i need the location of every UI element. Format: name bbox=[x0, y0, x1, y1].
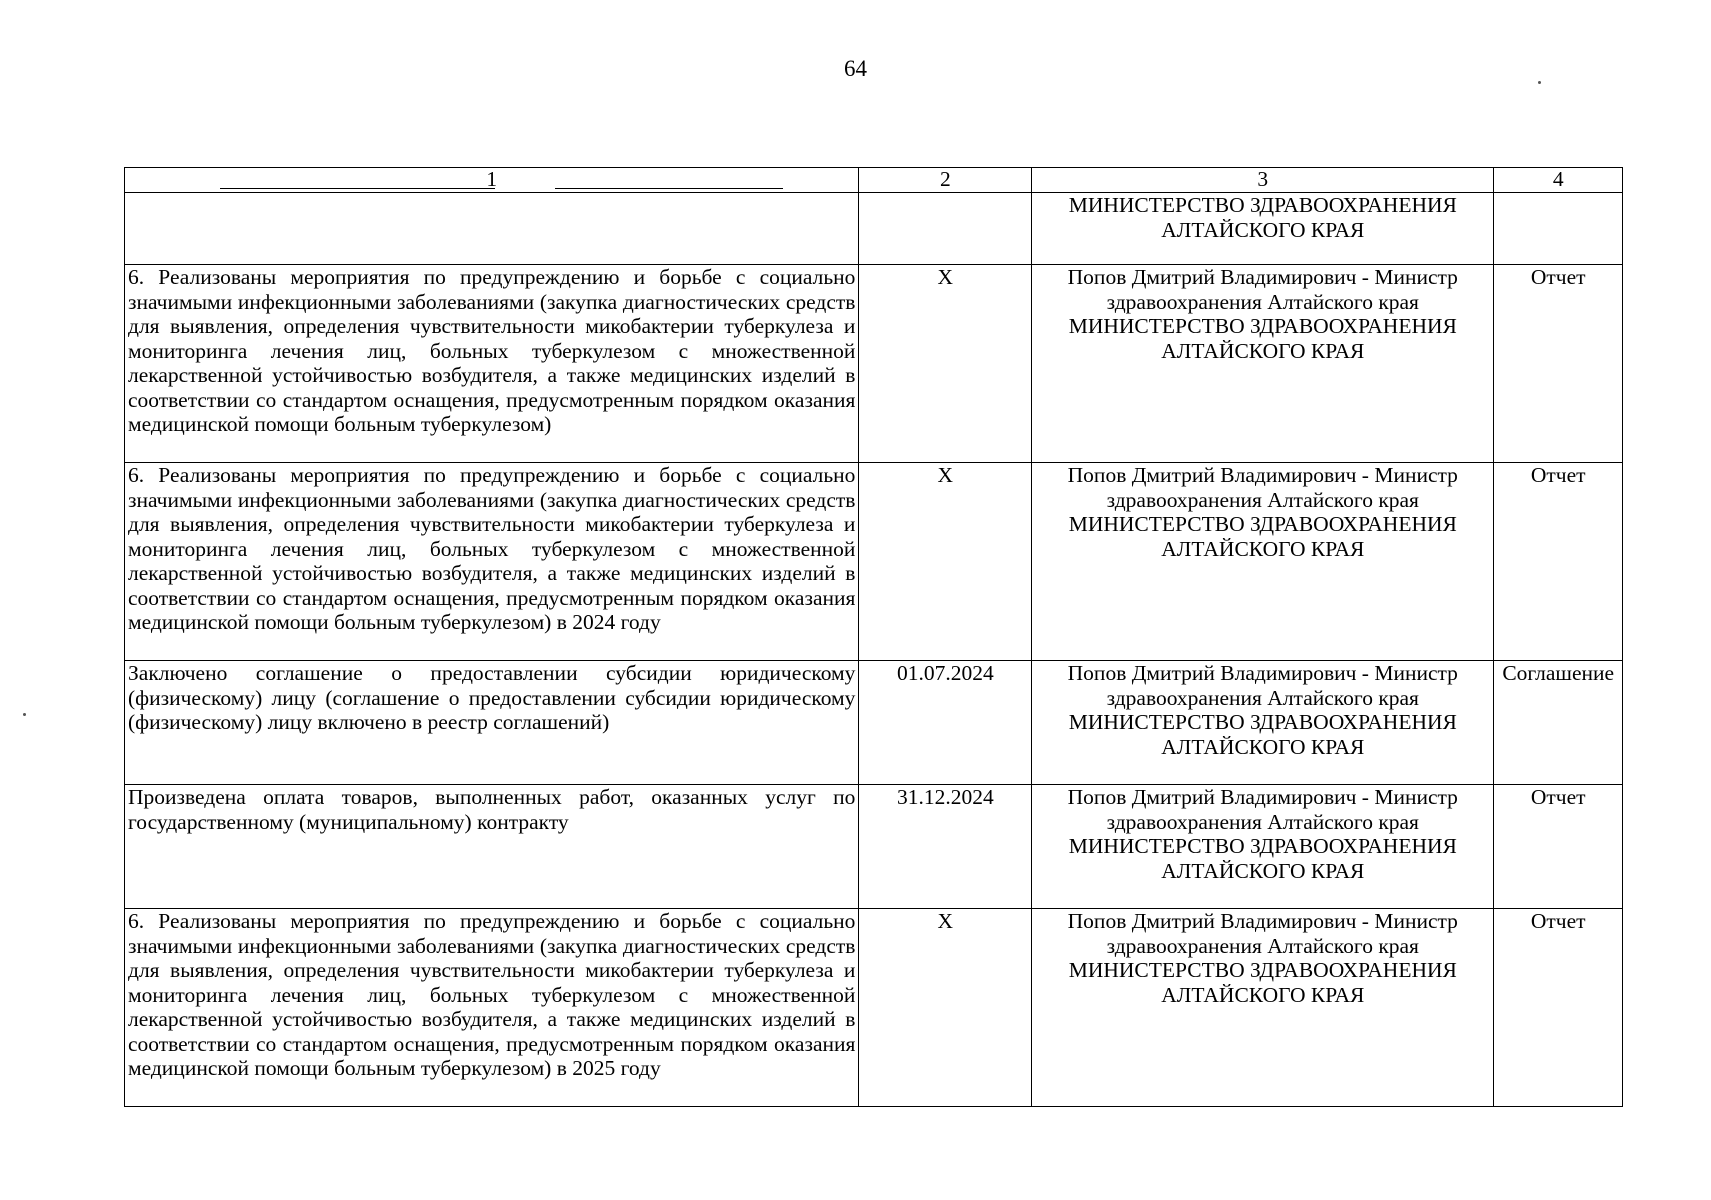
page-number: 64 bbox=[844, 56, 867, 81]
responsible-cell bbox=[1032, 661, 1494, 785]
responsible-cell bbox=[1032, 909, 1494, 1107]
event-description-cell: Произведена оплата товаров, выполненных работ, оказанных услуг по государственному (муниципальному) контракту bbox=[125, 785, 859, 909]
responsible-cell bbox=[1032, 265, 1494, 463]
document-type-cell: Отчет bbox=[1494, 785, 1623, 909]
header-cell-2: 2 bbox=[859, 168, 1032, 193]
deadline-cell: X bbox=[859, 265, 1032, 463]
deadline-cell: 01.07.2024 bbox=[859, 661, 1032, 785]
responsible-person: Попов Дмитрий Владимирович - Министр здравоохранения Алтайского края bbox=[1067, 265, 1458, 314]
responsible-org: МИНИСТЕРСТВО ЗДРАВООХРАНЕНИЯ АЛТАЙСКОГО КРАЯ bbox=[1068, 834, 1457, 883]
responsible-org: МИНИСТЕРСТВО ЗДРАВООХРАНЕНИЯ АЛТАЙСКОГО КРАЯ bbox=[1068, 512, 1457, 561]
document-type-cell: Отчет bbox=[1494, 265, 1623, 463]
event-description-cell: 6. Реализованы мероприятия по предупреждению и борьбе с социально значимыми инфекционными заболеваниями (закупка диагностических средств для выявления, определения чувствительности микобактерии туберкулеза и мониторинга лечения лиц, больных туберкулезом с множественной лекарственной устойчивостью возбудителя, а также медицинских изделий в соответствии со стандартом оснащения, предусмотренным порядком оказания медицинской помощи больным туберкулезом) bbox=[125, 265, 859, 463]
table-row bbox=[125, 463, 1623, 661]
event-description-cell: 6. Реализованы мероприятия по предупреждению и борьбе с социально значимыми инфекционными заболеваниями (закупка диагностических средств для выявления, определения чувствительности микобактерии туберкулеза и мониторинга лечения лиц, больных туберкулезом с множественной лекарственной устойчивостью возбудителя, а также медицинских изделий в соответствии со стандартом оснащения, предусмотренным порядком оказания медицинской помощи больным туберкулезом) в 2025 году bbox=[125, 909, 859, 1107]
responsible-org: МИНИСТЕРСТВО ЗДРАВООХРАНЕНИЯ АЛТАЙСКОГО КРАЯ bbox=[1068, 710, 1457, 759]
header-cell-1 bbox=[125, 168, 859, 193]
responsible-person: Попов Дмитрий Владимирович - Министр здравоохранения Алтайского края bbox=[1067, 661, 1458, 710]
deadline-cell bbox=[859, 193, 1032, 265]
document-type-cell bbox=[1494, 193, 1623, 265]
deadline-cell: X bbox=[859, 909, 1032, 1107]
deadline-cell: 31.12.2024 bbox=[859, 785, 1032, 909]
table-row bbox=[125, 909, 1623, 1107]
document-type-cell: Отчет bbox=[1494, 463, 1623, 661]
scan-speck bbox=[23, 713, 26, 716]
event-description-cell: Заключено соглашение о предоставлении субсидии юридическому (физическому) лицу (соглашение о предоставлении субсидии юридическому (физическому) лицу включено в реестр соглашений) bbox=[125, 661, 859, 785]
responsible-person: Попов Дмитрий Владимирович - Министр здравоохранения Алтайского края bbox=[1067, 909, 1458, 958]
document-type-cell: Соглашение bbox=[1494, 661, 1623, 785]
event-description-cell bbox=[125, 193, 859, 265]
responsible-cell bbox=[1032, 193, 1494, 265]
table-header-row bbox=[125, 168, 1623, 193]
table-row bbox=[125, 785, 1623, 909]
table-row bbox=[125, 265, 1623, 463]
document-table bbox=[124, 167, 1623, 1107]
responsible-person: Попов Дмитрий Владимирович - Министр здравоохранения Алтайского края bbox=[1067, 463, 1458, 512]
responsible-person: Попов Дмитрий Владимирович - Министр здравоохранения Алтайского края bbox=[1067, 785, 1458, 834]
deadline-cell: X bbox=[859, 463, 1032, 661]
document-type-cell: Отчет bbox=[1494, 909, 1623, 1107]
responsible-cell bbox=[1032, 463, 1494, 661]
responsible-cell bbox=[1032, 785, 1494, 909]
event-description-cell: 6. Реализованы мероприятия по предупреждению и борьбе с социально значимыми инфекционными заболеваниями (закупка диагностических средств для выявления, определения чувствительности микобактерии туберкулеза и мониторинга лечения лиц, больных туберкулезом с множественной лекарственной устойчивостью возбудителя, а также медицинских изделий в соответствии со стандартом оснащения, предусмотренным порядком оказания медицинской помощи больным туберкулезом) в 2024 году bbox=[125, 463, 859, 661]
table-row bbox=[125, 661, 1623, 785]
header-rule bbox=[220, 188, 495, 189]
responsible-org: МИНИСТЕРСТВО ЗДРАВООХРАНЕНИЯ АЛТАЙСКОГО КРАЯ bbox=[1068, 314, 1457, 363]
header-label: 1 bbox=[486, 167, 498, 191]
table-row bbox=[125, 193, 1623, 265]
header-rule bbox=[555, 188, 783, 189]
scan-speck bbox=[1538, 81, 1541, 84]
header-cell-4: 4 bbox=[1494, 168, 1623, 193]
responsible-org: МИНИСТЕРСТВО ЗДРАВООХРАНЕНИЯ АЛТАЙСКОГО КРАЯ bbox=[1068, 193, 1457, 242]
responsible-org: МИНИСТЕРСТВО ЗДРАВООХРАНЕНИЯ АЛТАЙСКОГО КРАЯ bbox=[1068, 958, 1457, 1007]
header-cell-3: 3 bbox=[1032, 168, 1494, 193]
